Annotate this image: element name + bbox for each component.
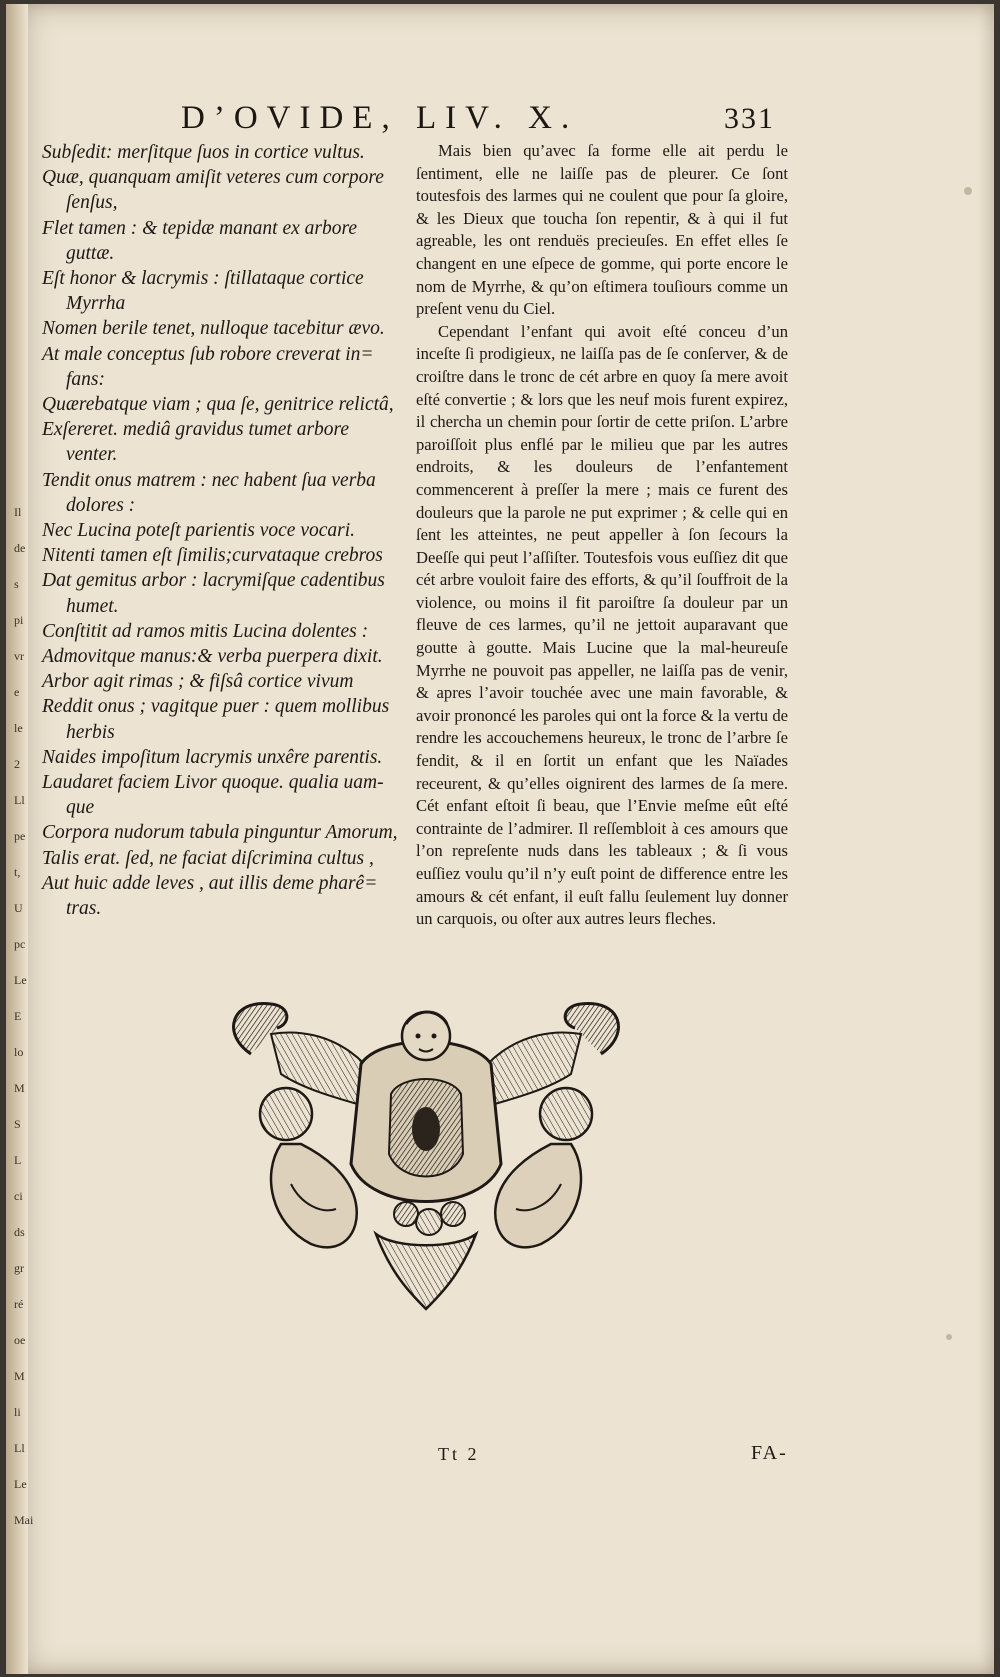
french-prose-column [416, 140, 788, 931]
margin-fragment: e [14, 685, 20, 699]
margin-fragment: le [14, 721, 23, 735]
margin-fragment: s [14, 577, 19, 591]
page-number: 331 [724, 102, 775, 135]
latin-verse-line: Corpora nudorum tabula pinguntur Amorum, [42, 822, 398, 844]
margin-fragment: ré [14, 1297, 24, 1311]
latin-verse-line: Quæ, quanquam amiſit veteres cum corpore [42, 167, 384, 189]
latin-verse-line: Arbor agit rimas ; & fiſsâ cortice vivum [42, 671, 354, 693]
margin-fragment: U [14, 901, 23, 915]
margin-fragment: pi [14, 613, 24, 627]
latin-verse-line: dolores : [66, 494, 136, 516]
french-paragraph: Mais bien qu’avec ſa forme elle ait perdu le ſentiment, elle ne laiſſe pas de pleurer. Ce ſont toutesfois des larmes qui ne coulent que pour ſa gloire, & les Dieux que toucha ſon repentir, & à qui il fut agreable, les ont renduës precieuſes. En effet elles ſe changent en une eſpece de gomme, qui porte encore le nom de Myrrhe, & qu’on eſtimera touſiours comme un preſent venu du Ciel. [416, 141, 788, 319]
margin-fragment: de [14, 541, 26, 555]
latin-verse-line: Dat gemitus arbor : lacrymiſque cadentibus [42, 570, 385, 592]
latin-verse-line: Aut huic adde leves , aut illis deme pharê= [42, 872, 378, 894]
latin-verse-line: ſenſus, [66, 192, 118, 214]
margin-fragment: M [14, 1081, 25, 1095]
margin-fragment: ci [14, 1189, 23, 1203]
margin-fragment: S [14, 1117, 21, 1131]
latin-verse-line: Exſereret. mediâ gravidus tumet arbore [42, 419, 350, 441]
margin-fragment: oe [14, 1333, 26, 1347]
latin-verse-line: Flet tamen : & tepidæ manant ex arbore [42, 217, 358, 239]
margin-fragment: vr [14, 649, 24, 663]
latin-verse-line: Laudaret faciem Livor quoque. qualia uam- [42, 772, 384, 794]
latin-verse-line: tras. [66, 898, 102, 920]
margin-fragment: pe [14, 829, 26, 843]
latin-verse-line: Quærebatque viam ; qua ſe, genitrice relictâ, [42, 394, 394, 416]
margin-fragment: lo [14, 1045, 24, 1059]
paper-spot [964, 187, 972, 195]
margin-fragment: Ll [14, 1441, 25, 1455]
latin-verse-line: Nec Lucina poteſt parientis voce vocari. [42, 520, 356, 542]
paper-spot [946, 1334, 952, 1340]
latin-verse-line: Subſedit: merſitque ſuos in cortice vultus. [42, 142, 365, 163]
latin-verse-line: que [66, 797, 95, 819]
running-title: D’OVIDE, LIV. X. [181, 100, 579, 136]
margin-fragment: pc [14, 937, 26, 951]
latin-verse-line: venter. [66, 444, 118, 466]
margin-fragment: Il [14, 505, 22, 519]
margin-fragment: 2 [14, 757, 20, 771]
margin-fragment: M [14, 1369, 25, 1383]
latin-verse-line: Tendit onus matrem : nec habent ſua verba [42, 469, 376, 491]
latin-verse-line: humet. [66, 595, 119, 617]
latin-verse-line: Naides impoſitum lacrymis unxêre parentis. [42, 746, 383, 768]
margin-fragment: L [14, 1153, 22, 1167]
margin-fragment: Ll [14, 793, 25, 807]
margin-fragment: Le [14, 973, 27, 987]
signature-mark: Tt 2 [438, 1444, 480, 1464]
french-paragraph: Cependant l’enfant qui avoit eſté conceu d’un inceſte ſi prodigieux, ne laiſſa pas de ſe conſerver, & de croiſtre dans le tronc de cét arbre en quoy ſa mere avoit eſté convertie ; & lors que les neuf mois furent expirez, il chercha un chemin pour ſortir de cette priſon. L’arbre paroiſſoit plus enflé par le milieu que par les autres endroits, & les douleurs de l’enfantement commencerent à preſſer la mere ; mais ce furent des douleurs que la parole ne put exprimer ; & celle qui en ſent les atteintes, ne peut appeller à ſon ſecours la Deeſſe qui peut l’aſſiſter. Toutesfois vous euſſiez dit que cét arbre vouloit faire des efforts, & qu’il ſouffroit de la violence, ou moins il fit paroiſtre ſa douleur par un fleuve de ces larmes, qu’il ne jettoit auparavant que goutte à goutte. Mais Lucine que la mal-heureuſe Myrrhe ne pouvoit pas appeller, ne laiſſa pas de venir, & apres l’avoir touchée avec une main favorable, & avoir prononcé les paroles qui ont la force & la vertu de rendre les accouchemens heureux, le tronc de l’arbre ſe fendit, & il en ſortit un enfant que les Naïades receurent, & qu’elles oignirent des larmes de ſa mere. Cét enfant eſtoit ſi beau, que l’Envie meſme eût eſté contrainte de l’admirer. Il reſſembloit à ces amours que l’on repreſente nuds dans les tableaux ; & ſi vous euſſiez voulu qu’il n’y euſt point de difference entre les amours & cét enfant, il euſt fallu ſeulement luy donner un carquois, ou oſter aux autres leurs fleches. [416, 321, 788, 929]
latin-verse-line: Nitenti tamen eſt ſimilis;curvataque crebros [42, 545, 383, 567]
latin-verse-line: fans: [66, 368, 105, 390]
margin-fragment: t, [14, 865, 21, 879]
latin-verse-line: herbis [66, 721, 115, 743]
margin-fragment: ds [14, 1225, 25, 1239]
catchword: FA- [751, 1442, 788, 1464]
latin-verse-line: Myrrha [66, 293, 126, 315]
margin-fragment: Mai [14, 1513, 34, 1527]
margin-fragment: gr [14, 1261, 24, 1275]
latin-verse-column [42, 140, 412, 921]
latin-verse-line: At male conceptus ſub robore creverat in= [42, 343, 374, 365]
latin-verse-line: Talis erat. ſed, ne faciat diſcrimina cultus , [42, 847, 374, 869]
cherub-cartouche-ornament-icon [211, 994, 641, 1314]
latin-verse-line: Conſtitit ad ramos mitis Lucina dolentes : [42, 620, 369, 642]
latin-verse-line: Reddit onus ; vagitque puer : quem mollibus [42, 696, 390, 718]
margin-fragment: Le [14, 1477, 27, 1491]
page-header [6, 100, 994, 140]
latin-verse-line: Admovitque manus:& verba puerpera dixit. [42, 646, 383, 668]
margin-fragment: li [14, 1405, 21, 1419]
latin-verse-line: Eſt honor & lacrymis : ſtillataque cortice [42, 268, 364, 290]
latin-verse-line: Nomen berile tenet, nulloque tacebitur ævo. [42, 318, 385, 340]
margin-fragment: E [14, 1009, 22, 1023]
latin-verse-line: guttæ. [66, 242, 115, 264]
book-page [6, 4, 994, 1674]
